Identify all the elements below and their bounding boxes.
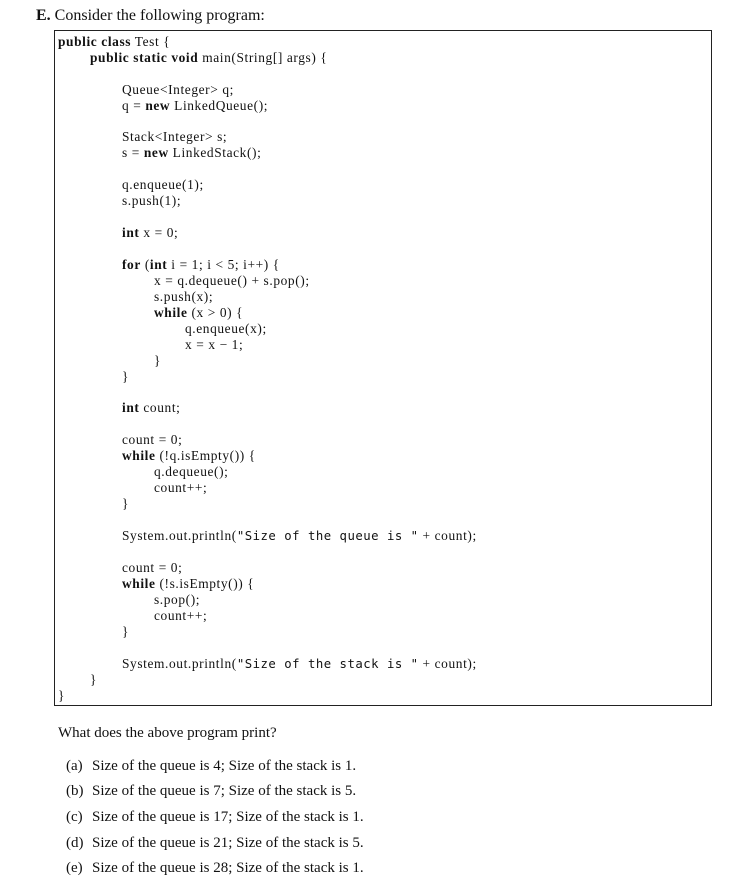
code-line: [90, 50, 327, 66]
code-keyword: public: [90, 50, 130, 65]
code-line: [122, 193, 181, 209]
option-label: (c): [66, 809, 83, 825]
code-line: [154, 289, 213, 305]
code-text: i = 1; i < 5; i++) {: [167, 257, 280, 272]
option-label: (a): [66, 758, 83, 774]
question-prompt: What does the above program print?: [58, 725, 277, 741]
code-line: [90, 672, 97, 688]
answer-option-c[interactable]: [66, 808, 364, 827]
code-text: q.dequeue();: [154, 464, 229, 479]
code-text: }: [122, 496, 130, 511]
option-text: Size of the queue is 7; Size of the stack is 5.: [92, 783, 357, 799]
code-text: s.push(x);: [154, 289, 214, 304]
code-line: [185, 321, 267, 337]
code-line: [122, 98, 268, 114]
option-label: (e): [66, 860, 83, 876]
code-line: [122, 528, 477, 544]
code-line: [122, 177, 204, 193]
code-text: Stack<Integer> s;: [122, 129, 228, 144]
code-text: (: [140, 257, 150, 272]
code-text: main(String[] args) {: [198, 50, 328, 65]
code-text: count++;: [154, 608, 208, 623]
code-keyword: while: [122, 576, 156, 591]
code-keyword: static: [133, 50, 168, 65]
code-line: [122, 576, 254, 592]
code-line: [122, 129, 227, 145]
code-text: LinkedQueue();: [170, 98, 269, 113]
code-text: s.push(1);: [122, 193, 182, 208]
code-text: q.enqueue(1);: [122, 177, 204, 192]
code-line: [58, 34, 170, 50]
code-keyword: class: [101, 34, 132, 49]
code-text: count = 0;: [122, 432, 183, 447]
code-text: System.out.println(: [122, 528, 237, 543]
code-line: [122, 400, 180, 416]
code-keyword: int: [122, 400, 140, 415]
code-line: [122, 145, 261, 161]
question-heading: [36, 6, 265, 26]
code-line: [122, 82, 234, 98]
option-text: Size of the queue is 28; Size of the stack is 1.: [92, 860, 364, 876]
code-text: s =: [122, 145, 144, 160]
code-line: [122, 448, 256, 464]
code-text: }: [122, 624, 130, 639]
code-line: [58, 688, 65, 704]
code-text: }: [58, 688, 66, 703]
code-keyword: new: [145, 98, 171, 113]
code-text: }: [90, 672, 98, 687]
code-line: [154, 480, 207, 496]
code-keyword: int: [122, 225, 140, 240]
code-text: (!q.isEmpty()) {: [155, 448, 256, 463]
answer-option-e[interactable]: [66, 859, 364, 878]
option-text: Size of the queue is 4; Size of the stack is 1.: [92, 758, 357, 774]
option-label: (b): [66, 783, 84, 799]
code-text: q =: [122, 98, 146, 113]
question-number: E.: [36, 7, 51, 24]
code-keyword: int: [149, 257, 168, 272]
code-text: }: [154, 353, 162, 368]
option-text: Size of the queue is 17; Size of the stack is 1.: [92, 809, 364, 825]
code-line: [122, 624, 129, 640]
code-line: [154, 464, 229, 480]
code-line: [154, 273, 310, 289]
code-line: [154, 592, 200, 608]
code-text: LinkedStack();: [168, 145, 262, 160]
code-line: [122, 369, 129, 385]
code-keyword: for: [122, 257, 141, 272]
question-heading-text: Consider the following program:: [54, 7, 265, 24]
code-text: + count);: [418, 656, 477, 671]
answer-option-d[interactable]: [66, 834, 364, 853]
code-line: [122, 225, 178, 241]
code-text: Test {: [131, 34, 171, 49]
code-keyword: while: [122, 448, 156, 463]
code-keyword: public: [58, 34, 98, 49]
code-string: "Size of the stack is ": [236, 657, 419, 671]
answer-option-b[interactable]: [66, 782, 356, 801]
code-line: [154, 305, 243, 321]
code-text: x = x − 1;: [185, 337, 244, 352]
code-text: Queue<Integer> q;: [122, 82, 234, 97]
code-keyword: while: [154, 305, 188, 320]
code-line: [122, 560, 182, 576]
code-line: [122, 656, 477, 672]
code-keyword: new: [143, 145, 169, 160]
code-line: [154, 608, 207, 624]
code-line: [154, 353, 161, 369]
code-text: count;: [139, 400, 181, 415]
code-string: "Size of the queue is ": [236, 529, 419, 543]
code-text: q.enqueue(x);: [185, 321, 267, 336]
code-text: count = 0;: [122, 560, 183, 575]
code-text: }: [122, 369, 130, 384]
code-text: x = 0;: [139, 225, 179, 240]
code-text: s.pop();: [154, 592, 201, 607]
code-line: [122, 496, 129, 512]
code-line: [185, 337, 243, 353]
code-keyword: void: [171, 50, 199, 65]
option-text: Size of the queue is 21; Size of the stack is 5.: [92, 835, 364, 851]
option-label: (d): [66, 835, 84, 851]
code-text: count++;: [154, 480, 208, 495]
code-text: System.out.println(: [122, 656, 237, 671]
answer-option-a[interactable]: [66, 757, 356, 776]
code-text: x = q.dequeue() + s.pop();: [154, 273, 310, 288]
code-line: [122, 432, 182, 448]
code-text: (!s.isEmpty()) {: [155, 576, 255, 591]
code-text: (x > 0) {: [187, 305, 244, 320]
code-line: [122, 257, 280, 273]
code-text: + count);: [418, 528, 477, 543]
